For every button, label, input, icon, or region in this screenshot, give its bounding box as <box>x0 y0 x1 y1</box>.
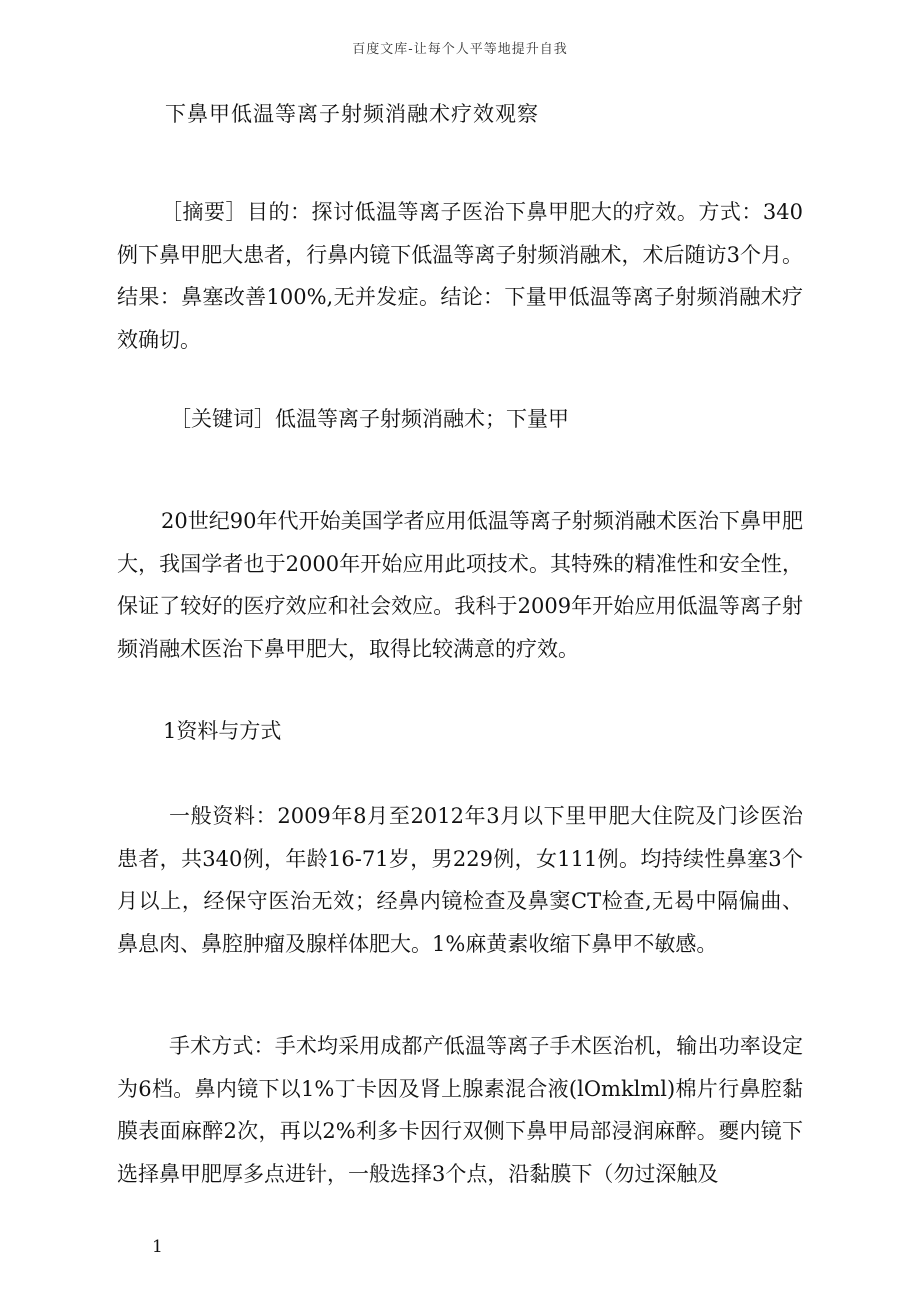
section-heading: 1资料与方式 <box>163 719 282 743</box>
article-title: 下鼻甲低温等离子射频消融术疗效观察 <box>165 102 539 126</box>
page-number: 1 <box>152 1237 163 1257</box>
general-info-paragraph: 一般资料：2009年8月至2012年3月以下里甲肥大住院及门诊医治患者，共340例，年龄16-71岁，男229例，女111例。均持续性鼻塞3个月以上，经保守医治无效；经鼻内镜检查及鼻窦CT检查,无曷中隔偏曲、鼻息肉、鼻腔肿瘤及腺样体肥大。1%麻黄素收缩下鼻甲不敏感。 <box>117 804 803 956</box>
page-header: 百度文库-让每个人平等地提升自我 <box>352 42 568 57</box>
intro-paragraph: 20世纪90年代开始美国学者应用低温等离子射频消融术医治下鼻甲肥大，我国学者也于2000年开始应用此项技术。其特殊的精准性和安全性，保证了较好的医疗效应和社会效应。我科于2009年开始应用低温等离子射频消融术医治下鼻甲肥大，取得比较满意的疗效。 <box>117 509 803 661</box>
keywords-paragraph: ［关键词］低温等离子射频消融术；下量甲 <box>170 407 569 431</box>
abstract-paragraph: ［摘要］目的：探讨低温等离子医治下鼻甲肥大的疗效。方式：340例下鼻甲肥大患者，行鼻内镜下低温等离子射频消融术，术后随访3个月。结果：鼻塞改善100%,无并发症。结论：下量甲低温等离子射频消融术疗效确切。 <box>117 200 803 352</box>
surgery-method-paragraph: 手术方式：手术均采用成都产低温等离子手术医治机，输出功率设定为6档。鼻内镜下以1%丁卡因及肾上腺素混合液(lOmklml)棉片行鼻腔黏膜表面麻醉2次，再以2%利多卡因行双侧下鼻甲局部浸润麻醉。夒内镜下选择鼻甲肥厚多点进针，一般选择3个点，沿黏膜下（勿过深触及 <box>117 1034 803 1186</box>
